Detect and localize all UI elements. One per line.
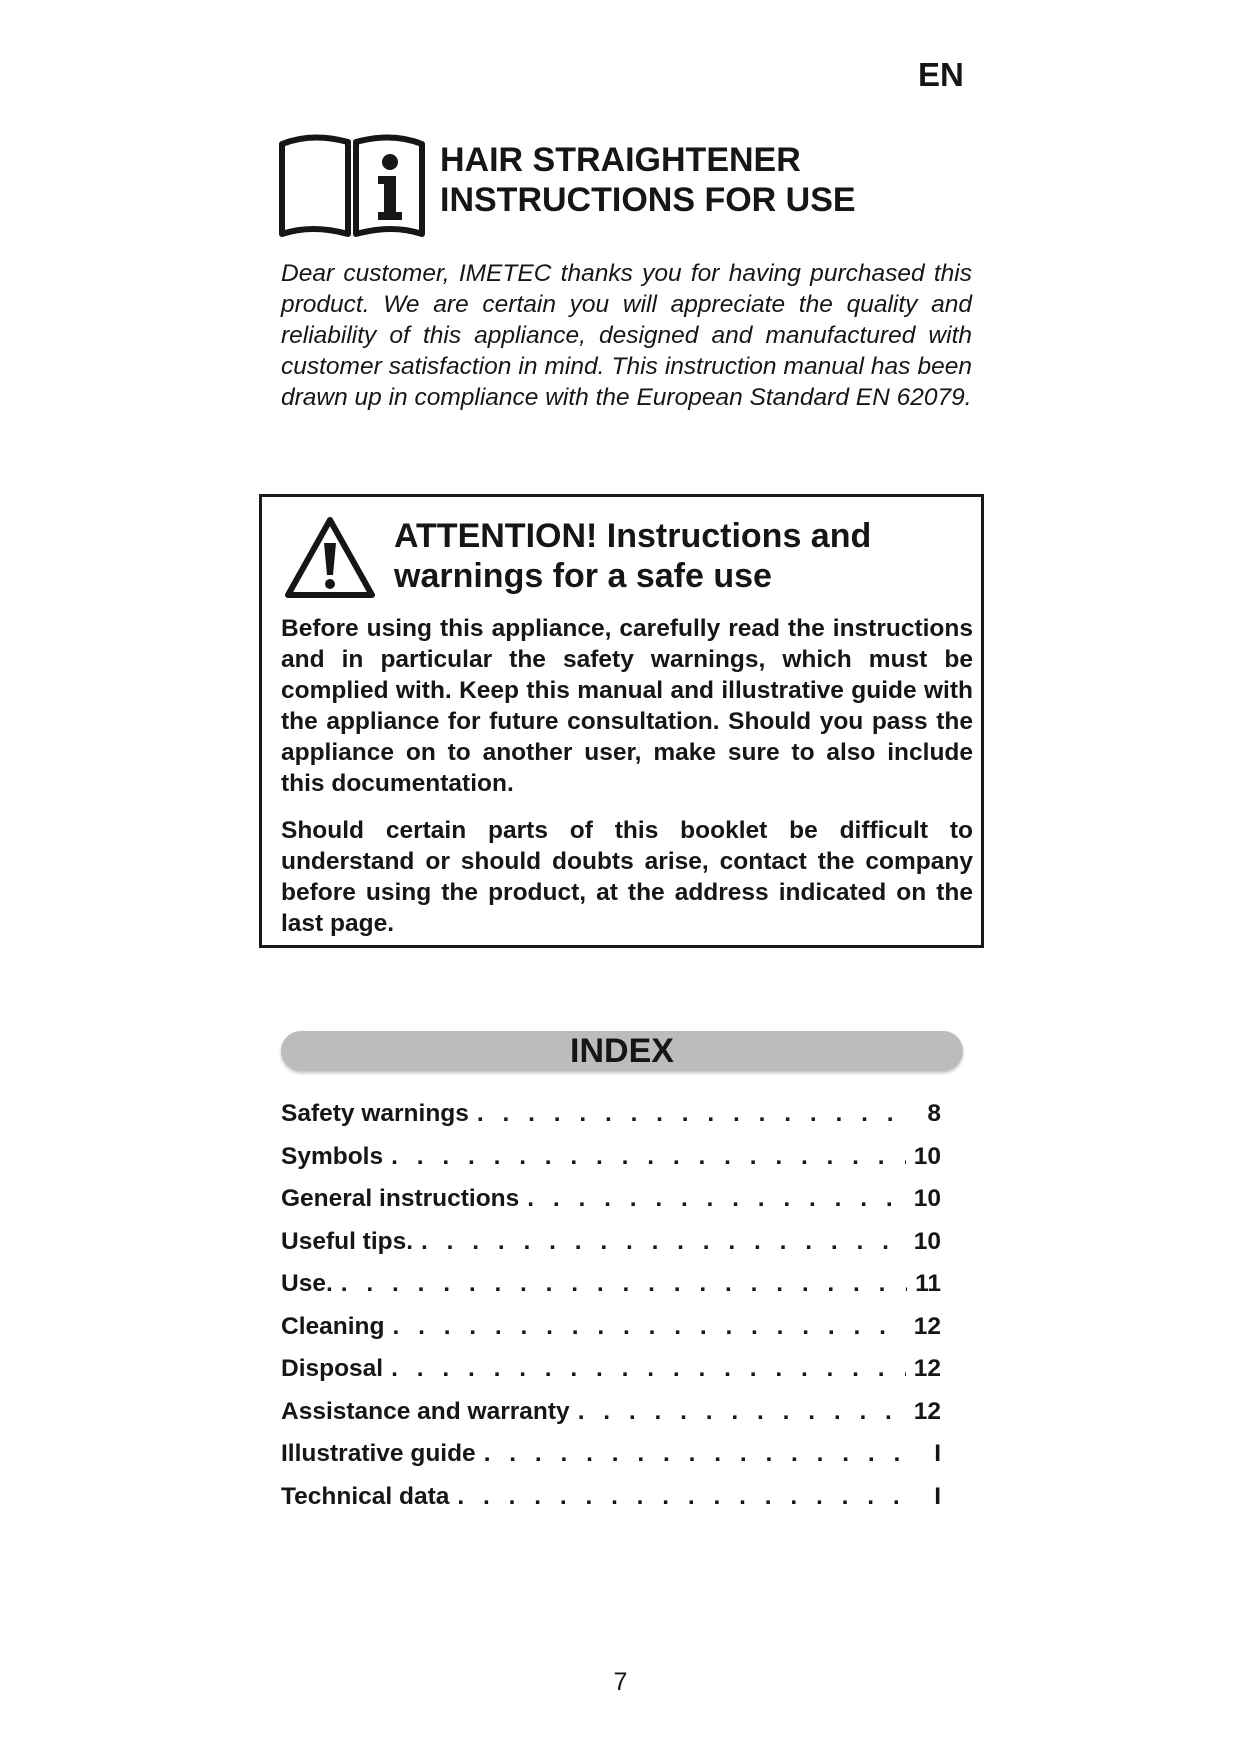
attention-paragraph-1: Before using this appliance, carefully read the instructions and in particular the safety warnings, which must be complied with. Keep this manual and illustrative guide with the appliance for future consultation. Should you pass the appliance on to another user, make sure to also include this documentation. [281,615,973,797]
info-book-icon [278,130,426,240]
index-item-page: 11 [915,1270,941,1297]
index-item[interactable] [281,1143,941,1186]
index-list [281,1100,941,1525]
index-item[interactable] [281,1398,941,1441]
index-item-page: 10 [913,1185,941,1212]
index-item-page: 10 [913,1142,941,1170]
index-item-page: 12 [913,1312,941,1340]
dot-leader [578,1398,906,1426]
index-item[interactable] [281,1483,941,1526]
index-item-page: 10 [913,1227,941,1255]
attention-box [259,494,984,948]
index-item-label: Disposal [281,1355,384,1382]
index-header-bar [281,1031,963,1071]
document-title [440,140,856,220]
index-item[interactable] [281,1355,941,1398]
index-item-label: Use. [281,1270,333,1297]
attention-title-line-1: ATTENTION! Instructions and [394,517,872,555]
dot-leader [421,1228,906,1256]
index-item-label: Useful tips. [281,1227,414,1255]
dot-leader [341,1270,907,1298]
intro-paragraph: Dear customer, IMETEC thanks you for having purchased this product. We are certain you will appreciate the quality and reliability of this appliance, designed and manufactured with customer satisfaction in mind. This instruction manual has been drawn up in compliance with the European Standard EN 62079. [281,260,972,411]
index-item[interactable] [281,1313,941,1356]
index-item-label: Safety warnings [281,1100,469,1127]
index-item[interactable] [281,1270,941,1313]
attention-body [281,613,973,939]
dot-leader [484,1440,909,1468]
index-item-page: 12 [913,1397,941,1425]
index-item-page: 12 [913,1355,941,1382]
index-item[interactable] [281,1440,941,1483]
dot-leader [391,1143,906,1171]
dot-leader [527,1185,905,1213]
dot-leader [457,1483,909,1511]
warning-triangle-icon [284,515,376,599]
index-item[interactable] [281,1185,941,1228]
index-item-page: I [934,1440,941,1467]
attention-title [394,516,871,596]
attention-title-line-2: warnings for a safe use [394,557,772,595]
index-item[interactable] [281,1228,941,1271]
dot-leader [391,1355,906,1383]
index-item[interactable] [281,1100,941,1143]
index-item-page: 8 [927,1100,941,1127]
dot-leader [392,1313,905,1341]
index-item-label: Technical data [281,1482,450,1510]
title-line-2: INSTRUCTIONS FOR USE [440,181,856,219]
index-item-label: General instructions [281,1185,520,1212]
language-code: EN [918,56,964,93]
index-item-label: Symbols [281,1142,384,1170]
index-title: INDEX [570,1032,674,1070]
dot-leader [477,1100,909,1128]
index-item-label: Assistance and warranty [281,1397,570,1425]
title-line-1: HAIR STRAIGHTENER [440,141,801,179]
index-item-page: I [934,1482,941,1510]
index-item-label: Illustrative guide [281,1440,476,1467]
index-item-label: Cleaning [281,1312,385,1340]
page-number: 7 [613,1668,628,1696]
attention-paragraph-2: Should certain parts of this booklet be difficult to understand or should doubts arise, contact the company before using the product, at the address indicated on the last page. [281,817,973,937]
